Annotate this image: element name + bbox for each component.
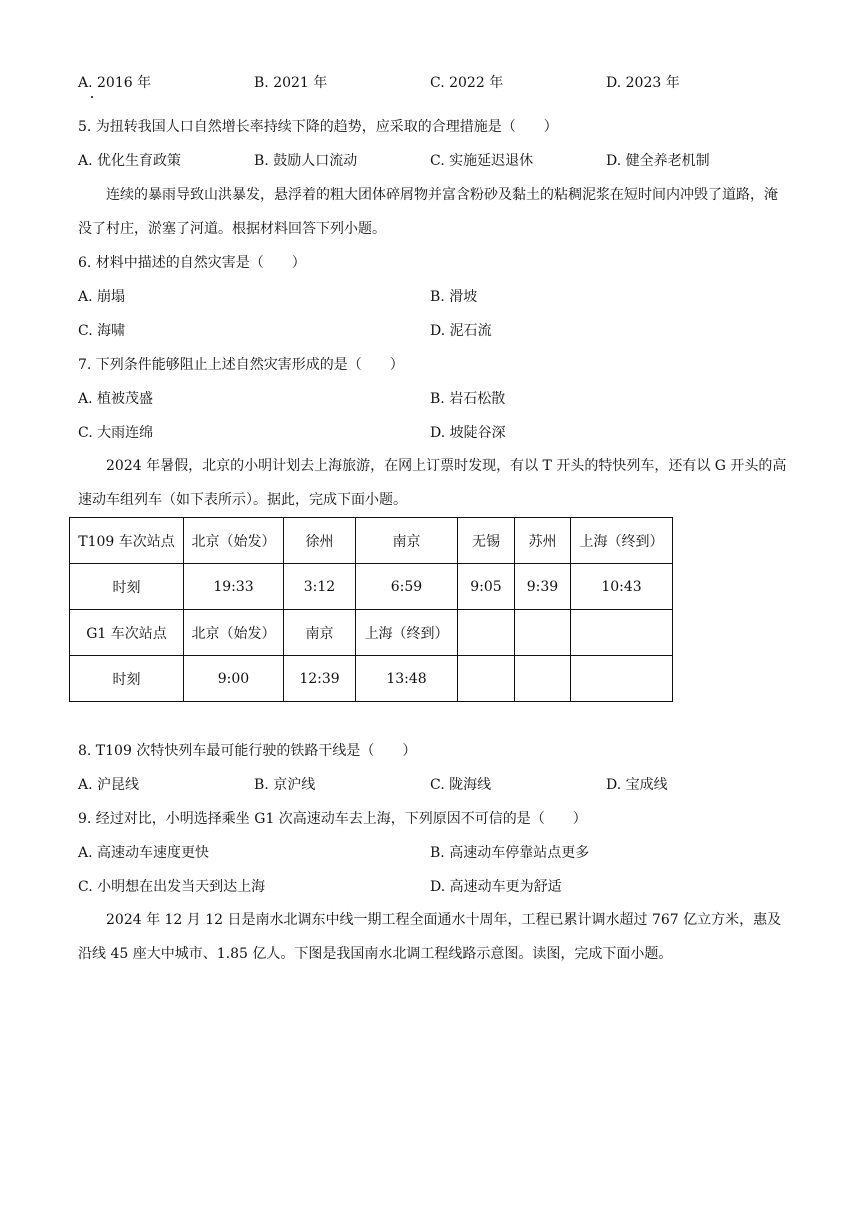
answer-mark-dot <box>91 96 93 98</box>
q7-option-d: D. 坡陡谷深 <box>430 425 506 441</box>
table-cell: 19:33 <box>184 564 284 610</box>
q7-option-a: A. 植被茂盛 <box>78 391 154 407</box>
table-cell: 3:12 <box>284 564 356 610</box>
table-cell: 上海（终到） <box>571 518 673 564</box>
q7-option-b: B. 岩石松散 <box>430 391 506 407</box>
table-cell: 北京（始发） <box>184 518 284 564</box>
table-cell <box>571 610 673 656</box>
table-cell: 9:00 <box>184 656 284 702</box>
table-cell <box>515 610 571 656</box>
q6-stem: 6. 材料中描述的自然灾害是（ ） <box>78 255 306 271</box>
q7-stem: 7. 下列条件能够阻止上述自然灾害形成的是（ ） <box>78 357 404 373</box>
table-cell: 徐州 <box>284 518 356 564</box>
table-cell <box>458 610 515 656</box>
train-timetable <box>69 517 673 702</box>
q9-option-c: C. 小明想在出发当天到达上海 <box>78 879 266 895</box>
q4-option-a: A. 2016 年 <box>78 75 152 91</box>
table-cell: 时刻 <box>70 564 184 610</box>
q6-option-a: A. 崩塌 <box>78 289 126 305</box>
table-cell: 上海（终到） <box>356 610 458 656</box>
table-cell: 9:05 <box>458 564 515 610</box>
table-row-g1-stations <box>70 610 673 656</box>
q7-option-c: C. 大雨连绵 <box>78 425 154 441</box>
table-row-t109-times <box>70 564 673 610</box>
q9-option-b: B. 高速动车停靠站点更多 <box>430 845 590 861</box>
q8-option-d: D. 宝成线 <box>606 777 668 793</box>
q8-option-c: C. 陇海线 <box>430 777 492 793</box>
q9-option-d: D. 高速动车更为舒适 <box>430 879 562 895</box>
table-cell: 13:48 <box>356 656 458 702</box>
q6-option-b: B. 滑坡 <box>430 289 478 305</box>
table-cell: 12:39 <box>284 656 356 702</box>
q8-option-a: A. 沪昆线 <box>78 777 140 793</box>
table-row-t109-stations <box>70 518 673 564</box>
q4-option-b: B. 2021 年 <box>254 75 328 91</box>
table-cell: 苏州 <box>515 518 571 564</box>
table-cell: 时刻 <box>70 656 184 702</box>
q5-option-d: D. 健全养老机制 <box>606 153 710 169</box>
table-cell: 北京（始发） <box>184 610 284 656</box>
q5-option-c: C. 实施延迟退休 <box>430 153 534 169</box>
q6-option-d: D. 泥石流 <box>430 323 492 339</box>
table-cell <box>458 656 515 702</box>
table-cell <box>515 656 571 702</box>
q9-stem: 9. 经过对比，小明选择乘坐 G1 次高速动车去上海，下列原因不可信的是（ ） <box>78 811 587 827</box>
table-cell: 南京 <box>356 518 458 564</box>
q9-option-a: A. 高速动车速度更快 <box>78 845 210 861</box>
q8-stem: 8. T109 次特快列车最可能行驶的铁路干线是（ ） <box>78 743 417 759</box>
table-cell: 南京 <box>284 610 356 656</box>
table-cell: G1 车次站点 <box>70 610 184 656</box>
table-row-g1-times <box>70 656 673 702</box>
q8-option-b: B. 京沪线 <box>254 777 316 793</box>
table-cell: 6:59 <box>356 564 458 610</box>
material-paragraph-debris-flow: 连续的暴雨导致山洪暴发，悬浮着的粗大团体碎屑物并富含粉砂及黏土的粘稠泥浆在短时间内冲毁了道路，淹没了村庄，淤塞了河道。根据材料回答下列小题。 <box>78 187 778 237</box>
q6-option-c: C. 海啸 <box>78 323 126 339</box>
q4-option-d: D. 2023 年 <box>606 75 680 91</box>
table-cell: 10:43 <box>571 564 673 610</box>
q5-stem: 5. 为扭转我国人口自然增长率持续下降的趋势，应采取的合理措施是（ ） <box>78 119 558 135</box>
q5-option-a: A. 优化生育政策 <box>78 153 182 169</box>
table-cell: T109 车次站点 <box>70 518 184 564</box>
material-paragraph-train-trip: 2024 年暑假，北京的小明计划去上海旅游，在网上订票时发现，有以 T 开头的特快列车，还有以 G 开头的高速动车组列车（如下表所示）。据此，完成下面小题。 <box>78 458 787 508</box>
table-cell <box>571 656 673 702</box>
table-cell: 无锡 <box>458 518 515 564</box>
material-paragraph-south-north-water: 2024 年 12 月 12 日是南水北调东中线一期工程全面通水十周年，工程已累计调水超过 767 亿立方米，惠及沿线 45 座大中城市、1.85 亿人。下图是我国南水北调工程线路示意图。读图，完成下面小题。 <box>78 912 782 962</box>
q4-option-c: C. 2022 年 <box>430 75 504 91</box>
table-cell: 9:39 <box>515 564 571 610</box>
q5-option-b: B. 鼓励人口流动 <box>254 153 358 169</box>
